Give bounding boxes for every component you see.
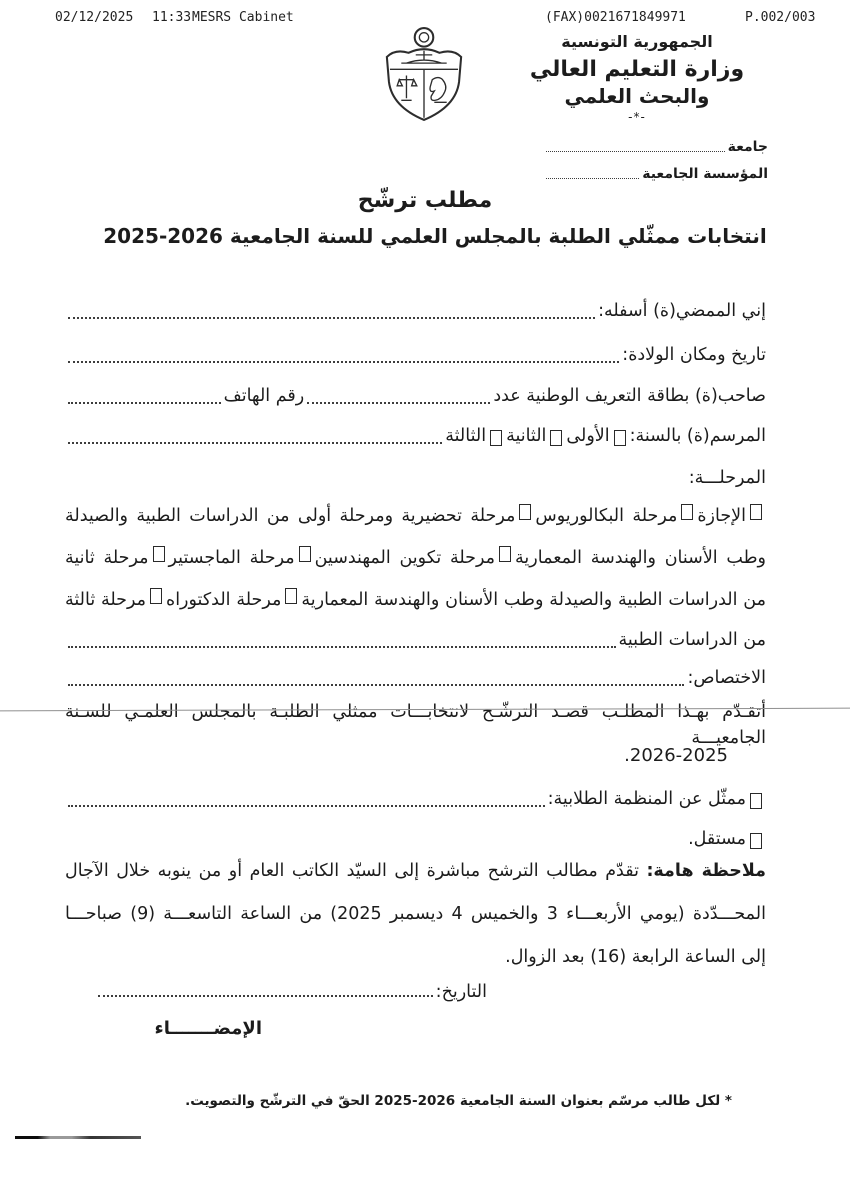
dotted-fill-blank[interactable]	[68, 805, 545, 807]
document-title: مطلب ترشّح	[357, 188, 493, 213]
fax-number: (FAX)0021671849971	[545, 10, 686, 25]
text-segment: الثالثة	[445, 426, 487, 446]
dotted-fill-blank[interactable]	[68, 361, 619, 363]
field-specialization	[65, 665, 766, 691]
fax-sender: MESRS Cabinet	[192, 10, 294, 25]
text-segment: المؤسسة الجامعية	[642, 166, 768, 182]
text-segment: ممثّل عن المنظمة الطلابية:	[547, 789, 746, 809]
important-note-line3: إلى الساعة الرابعة (16) بعد الزوال.	[505, 947, 766, 967]
application-sentence: أتقـدّم بهـذا المطلـب قصـد الترشّـح لانتخابـــات ممثلي الطلبـة بالمجلس العلمـي للسـنة الجامعيـــة	[65, 702, 766, 748]
stage-options-line3	[65, 587, 766, 613]
fax-time: 11:33	[152, 10, 192, 25]
footnote: * لكل طالب مرسّم بعنوان السنة الجامعية 2026-2025 الحقّ في الترشّح والتصويت.	[185, 1093, 732, 1109]
stage-options-line4	[65, 627, 766, 653]
signature-label: الإمضـــــــاء	[154, 1018, 262, 1039]
dotted-fill-blank[interactable]	[307, 402, 490, 404]
text-segment: الاختصاص:	[687, 668, 766, 688]
text-segment: ملاحظة هامة:	[646, 861, 766, 881]
text-segment: من الدراسات الطبية والصيدلة وطب الأسنان والهندسة المعمارية	[301, 590, 766, 610]
university-fill-line	[543, 139, 768, 155]
field-id-card-phone	[65, 383, 766, 409]
field-date	[95, 982, 487, 1002]
dotted-fill-blank[interactable]	[68, 684, 684, 686]
stage-section-label: المرحلـــة:	[688, 468, 766, 488]
text-segment: تقدّم مطالب الترشح مباشرة إلى السيّد الكاتب العام أو من ينوبه خلال الآجال	[65, 861, 647, 881]
text-segment: الإجازة	[697, 506, 747, 526]
dotted-fill-blank[interactable]	[68, 646, 616, 648]
checkbox-icon[interactable]	[519, 504, 531, 520]
ministry-name-line1: وزارة التعليم العالي	[529, 57, 745, 82]
option-org-representative	[65, 786, 766, 812]
text-segment: صاحب(ة) بطاقة التعريف الوطنية عدد	[493, 386, 766, 406]
republic-name: الجمهورية التونسية	[561, 32, 713, 51]
institution-fill-line	[543, 166, 768, 182]
dotted-fill-blank[interactable]	[98, 995, 433, 997]
checkbox-icon[interactable]	[614, 430, 626, 446]
text-segment: وطب الأسنان والهندسة المعمارية	[515, 548, 766, 568]
fax-date: 02/12/2025	[55, 10, 134, 25]
dotted-fill-blank[interactable]	[546, 178, 639, 179]
checkbox-icon[interactable]	[750, 833, 762, 849]
text-segment: المرسم(ة) بالسنة:	[629, 426, 766, 446]
text-segment: التاريخ:	[435, 982, 487, 1002]
important-note-line2: المحـــدّدة (يومي الأربعـــاء 3 والخميس 4 ديسمبر 2025) من الساعة التاسعـــة (9) صباحـــا	[65, 904, 766, 924]
scan-artifact-mark	[15, 1136, 141, 1139]
dotted-fill-blank[interactable]	[68, 442, 442, 444]
field-enrolled-year	[65, 423, 766, 449]
field-undersigned	[65, 298, 766, 324]
text-segment: الأولى	[566, 426, 610, 446]
stage-options-line2	[65, 545, 766, 571]
field-birth-date-place	[65, 342, 766, 368]
ministry-name-line2: والبحث العلمي	[564, 84, 710, 108]
text-segment: مرحلة ثالثة	[65, 590, 147, 610]
checkbox-icon[interactable]	[153, 546, 165, 562]
ministry-letterhead	[502, 32, 772, 124]
text-segment: مرحلة البكالوريوس	[535, 506, 678, 526]
fax-page-count: P.002/003	[745, 10, 816, 25]
text-segment: تاريخ ومكان الولادة:	[622, 345, 766, 365]
stage-options-line1	[65, 503, 766, 529]
text-segment: إني الممضي(ة) أسفله:	[598, 301, 766, 321]
text-segment: مرحلة تكوين المهندسين	[314, 548, 496, 568]
checkbox-icon[interactable]	[499, 546, 511, 562]
dotted-fill-blank[interactable]	[546, 151, 725, 152]
checkbox-icon[interactable]	[681, 504, 693, 520]
checkbox-icon[interactable]	[550, 430, 562, 446]
important-note-line1	[65, 858, 766, 884]
letterhead-separator: -*-	[628, 110, 646, 124]
text-segment: مستقل.	[688, 829, 746, 849]
text-segment: رقم الهاتف	[223, 386, 305, 406]
text-segment: جامعة	[727, 139, 768, 155]
checkbox-icon[interactable]	[490, 430, 502, 446]
checkbox-icon[interactable]	[285, 588, 297, 604]
text-segment: مرحلة الدكتوراه	[166, 590, 282, 610]
application-year: 2026-2025.	[624, 745, 728, 766]
text-segment: من الدراسات الطبية	[618, 630, 766, 650]
text-segment: مرحلة تحضيرية ومرحلة أولى من الدراسات الطبية والصيدلة	[65, 506, 516, 526]
checkbox-icon[interactable]	[750, 504, 762, 520]
checkbox-icon[interactable]	[150, 588, 162, 604]
dotted-fill-blank[interactable]	[68, 402, 221, 404]
text-segment: مرحلة الماجستير	[168, 548, 295, 568]
option-independent	[65, 826, 766, 852]
dotted-fill-blank[interactable]	[68, 317, 595, 319]
tunisia-coat-of-arms-icon	[368, 26, 480, 124]
checkbox-icon[interactable]	[299, 546, 311, 562]
document-subtitle: انتخابات ممثّلي الطلبة بالمجلس العلمي للسنة الجامعية 2026-2025	[103, 224, 767, 248]
text-segment: مرحلة ثانية	[65, 548, 149, 568]
text-segment: الثانية	[506, 426, 547, 446]
checkbox-icon[interactable]	[750, 793, 762, 809]
